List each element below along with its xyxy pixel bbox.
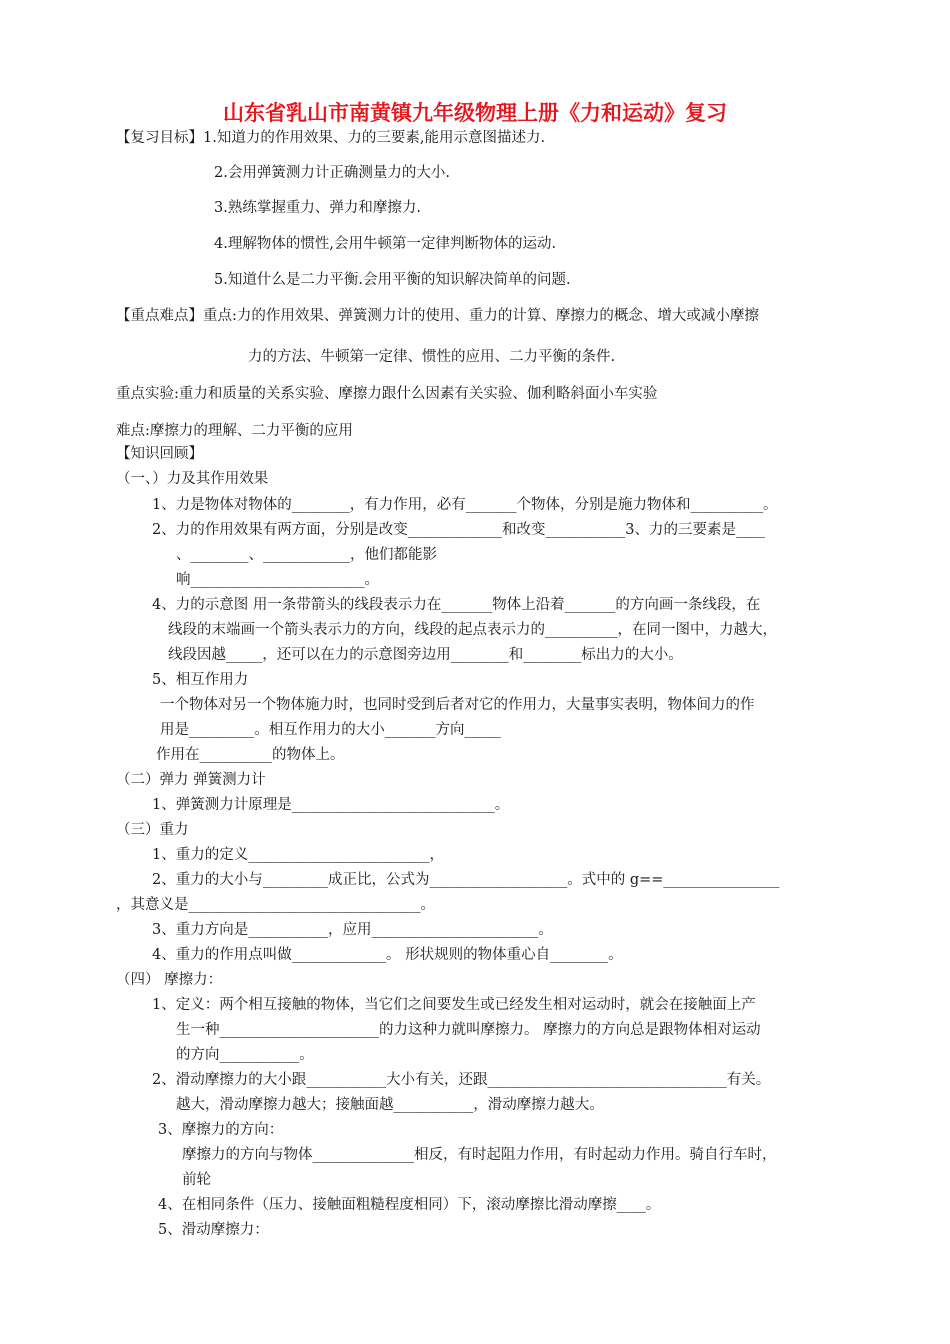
item-4-3-text: 摩擦力的方向与物体______________相反，有时起阻力作用，有时起动力作用。骑自行车时， <box>182 1147 777 1163</box>
item-4-4: 4、在相同条件（压力、接触面粗糙程度相同）下，滚动摩擦比滑动摩擦____。 <box>158 1197 661 1213</box>
item-1-2: 2、力的作用效果有两方面，分别是改变_____________和改变___________3、力的三要素是____ <box>152 522 765 538</box>
item-3-3: 3、重力方向是___________，应用_______________________。 <box>152 922 553 938</box>
key-experiments: 重点实验:重力和质量的关系实验、摩擦力跟什么因素有关实验、伽利略斜面小车实验 <box>116 386 658 402</box>
item-4-5: 5、滑动摩擦力： <box>158 1222 269 1238</box>
item-4-1-cont: 生一种______________________的力这种力就叫摩擦力。 摩擦力的方向总是跟物体相对运动 <box>176 1022 761 1038</box>
section-3-heading: （三）重力 <box>116 822 189 838</box>
item-1-1: 1、力是物体对物体的________，有力作用，必有_______个物体，分别是施力物体和__________。 <box>152 497 778 513</box>
document-title: 山东省乳山市南黄镇九年级物理上册《力和运动》复习 <box>223 101 727 125</box>
item-1-5-text-3: 作用在__________的物体上。 <box>156 747 345 763</box>
item-1-4: 4、力的示意图 用一条带箭头的线段表示力在_______物体上沿着_______的方向画一条线段，在 <box>152 597 761 613</box>
item-1-4-cont-2: 线段因越_____，还可以在力的示意图旁边用________和________标出力的大小。 <box>168 647 683 663</box>
review-goal-4: 4.理解物体的惯性,会用牛顿第一定律判断物体的运动. <box>214 236 557 252</box>
item-3-2: 2、重力的大小与_________成正比，公式为___________________。式中的 g==________________ <box>152 872 780 888</box>
review-goal-5: 5.知道什么是二力平衡.会用平衡的知识解决简单的问题. <box>214 272 571 288</box>
item-3-4: 4、重力的作用点叫做_____________。 形状规则的物体重心自________。 <box>152 947 623 963</box>
difficult-points: 难点:摩擦力的理解、二力平衡的应用 <box>116 423 353 439</box>
review-goal-2: 2.会用弹簧测力计正确测量力的大小. <box>214 165 450 181</box>
item-4-1: 1、定义：两个相互接触的物体，当它们之间要发生或已经发生相对运动时，就会在接触面上产 <box>152 997 756 1013</box>
item-1-5-text-2: 用是_________。相互作用力的大小_______方向_____ <box>160 722 501 738</box>
review-goal-3: 3.熟练掌握重力、弹力和摩擦力. <box>214 200 421 216</box>
item-1-2-cont: 、________、____________，他们都能影 <box>176 547 437 563</box>
section-2-heading: （二）弹力 弹簧测力计 <box>116 772 266 788</box>
item-4-1-cont-2: 的方向___________。 <box>176 1047 314 1063</box>
section-4-heading: （四） 摩擦力： <box>116 972 223 988</box>
item-1-5-text: 一个物体对另一个物体施力时，也同时受到后者对它的作用力，大量事实表明，物体间力的作 <box>160 697 755 713</box>
section-1-heading: （一、）力及其作用效果 <box>116 471 269 487</box>
item-4-2-cont: 越大，滑动摩擦力越大；接触面越___________，滑动摩擦力越大。 <box>176 1097 604 1113</box>
review-goal-1: 【复习目标】1.知道力的作用效果、力的三要素,能用示意图描述力. <box>116 130 546 146</box>
item-1-4-cont: 线段的末端画一个箭头表示力的方向，线段的起点表示力的__________，在同一图中，力越大， <box>168 622 777 638</box>
item-4-3: 3、摩擦力的方向： <box>158 1122 284 1138</box>
item-3-1: 1、重力的定义_________________________， <box>152 847 444 863</box>
key-points-line-2: 力的方法、牛顿第一定律、惯性的应用、二力平衡的条件. <box>248 349 616 365</box>
knowledge-review-heading: 【知识回顾】 <box>116 446 203 462</box>
item-4-3-text-2: 前轮 <box>182 1172 211 1188</box>
item-1-5: 5、相互作用力 <box>152 672 249 688</box>
item-4-2: 2、滑动摩擦力的大小跟___________大小有关，还跟_________________________________有关。 <box>152 1072 771 1088</box>
item-2-1: 1、弹簧测力计原理是____________________________。 <box>152 797 510 813</box>
item-3-2-cont: ，其意义是________________________________。 <box>116 897 435 913</box>
key-points-line-1: 【重点难点】重点:力的作用效果、弹簧测力计的使用、重力的计算、摩擦力的概念、增大或减小摩擦 <box>116 308 759 324</box>
item-1-2-cont-2: 响________________________。 <box>176 572 379 588</box>
